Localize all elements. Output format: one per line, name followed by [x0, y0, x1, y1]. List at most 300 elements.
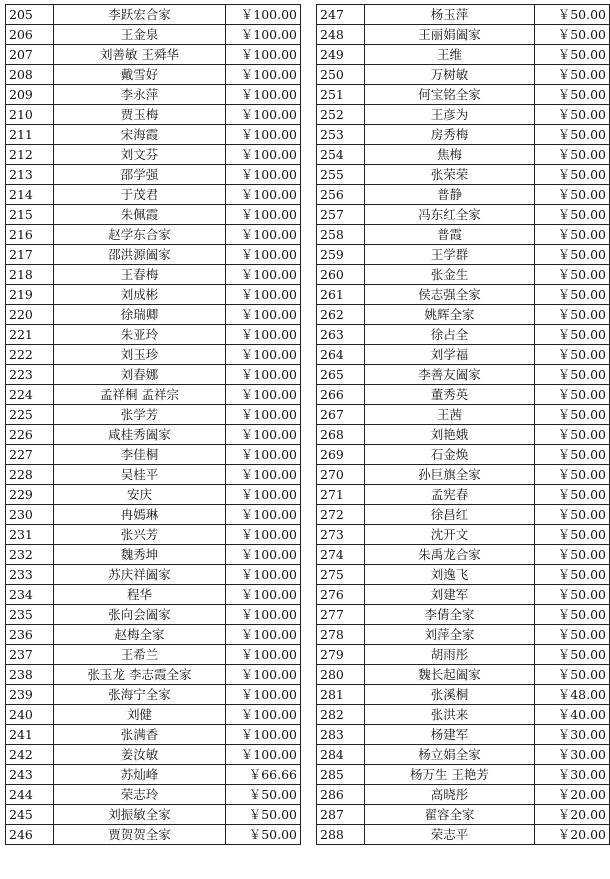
- table-row: [317, 305, 610, 325]
- row-number: 224: [6, 385, 54, 405]
- row-number: 221: [6, 325, 54, 345]
- table-row: [6, 485, 301, 505]
- donation-amount: ￥100.00: [226, 745, 301, 765]
- row-number: 285: [317, 765, 365, 785]
- table-row: [6, 585, 301, 605]
- donor-name: 贾玉梅: [54, 105, 226, 125]
- table-row: [6, 665, 301, 685]
- donor-name: 刘学福: [364, 345, 535, 365]
- row-number: 273: [317, 525, 365, 545]
- row-number: 278: [317, 625, 365, 645]
- donation-amount: ￥100.00: [226, 545, 301, 565]
- donor-name: 程华: [54, 585, 226, 605]
- donor-name: 朱佩霞: [54, 205, 226, 225]
- row-number: 238: [6, 665, 54, 685]
- donation-amount: ￥100.00: [226, 145, 301, 165]
- donor-name: 于茂君: [54, 185, 226, 205]
- table-row: [6, 125, 301, 145]
- table-row: [6, 165, 301, 185]
- donation-amount: ￥50.00: [535, 385, 610, 405]
- table-row: [317, 705, 610, 725]
- row-number: 243: [6, 765, 54, 785]
- donor-name: 杨立娟全家: [364, 745, 535, 765]
- donation-amount: ￥50.00: [535, 365, 610, 385]
- donation-amount: ￥100.00: [226, 25, 301, 45]
- donation-amount: ￥100.00: [226, 125, 301, 145]
- donation-amount: ￥50.00: [535, 425, 610, 445]
- row-number: 242: [6, 745, 54, 765]
- donor-name: 刘逸飞: [364, 565, 535, 585]
- donation-amount: ￥50.00: [535, 45, 610, 65]
- donation-amount: ￥66.66: [226, 765, 301, 785]
- row-number: 251: [317, 85, 365, 105]
- donor-name: 石金焕: [364, 445, 535, 465]
- donor-name: 王学群: [364, 245, 535, 265]
- donation-amount: ￥30.00: [535, 765, 610, 785]
- donation-amount: ￥100.00: [226, 45, 301, 65]
- row-number: 247: [317, 5, 365, 25]
- row-number: 255: [317, 165, 365, 185]
- row-number: 217: [6, 245, 54, 265]
- donor-name: 姜汝敏: [54, 745, 226, 765]
- row-number: 227: [6, 445, 54, 465]
- donor-name: 董秀英: [364, 385, 535, 405]
- table-row: [6, 745, 301, 765]
- donation-amount: ￥100.00: [226, 425, 301, 445]
- donor-name: 杨万生 王艳芳: [364, 765, 535, 785]
- table-row: [317, 425, 610, 445]
- table-row: [6, 325, 301, 345]
- row-number: 211: [6, 125, 54, 145]
- donor-name: 张学芳: [54, 405, 226, 425]
- table-row: [317, 645, 610, 665]
- table-row: [317, 285, 610, 305]
- table-row: [6, 105, 301, 125]
- donation-amount: ￥50.00: [535, 445, 610, 465]
- row-number: 265: [317, 365, 365, 385]
- donor-name: 王茜: [364, 405, 535, 425]
- donor-name: 吴桂平: [54, 465, 226, 485]
- donation-amount: ￥30.00: [535, 745, 610, 765]
- donation-amount: ￥100.00: [226, 505, 301, 525]
- table-row: [317, 225, 610, 245]
- table-row: [317, 725, 610, 745]
- donor-name: 刘艳娥: [364, 425, 535, 445]
- donor-name: 张海宁全家: [54, 685, 226, 705]
- table-row: [317, 605, 610, 625]
- row-number: 222: [6, 345, 54, 365]
- row-number: 259: [317, 245, 365, 265]
- donation-amount: ￥100.00: [226, 165, 301, 185]
- row-number: 219: [6, 285, 54, 305]
- row-number: 220: [6, 305, 54, 325]
- table-row: [317, 805, 610, 825]
- donor-name: 赵学东合家: [54, 225, 226, 245]
- table-row: [317, 25, 610, 45]
- row-number: 268: [317, 425, 365, 445]
- donation-amount: ￥50.00: [535, 605, 610, 625]
- row-number: 275: [317, 565, 365, 585]
- row-number: 272: [317, 505, 365, 525]
- table-row: [317, 185, 610, 205]
- row-number: 282: [317, 705, 365, 725]
- table-row: [6, 725, 301, 745]
- donation-table-left: [5, 4, 301, 845]
- row-number: 270: [317, 465, 365, 485]
- donor-name: 王金泉: [54, 25, 226, 45]
- donation-amount: ￥50.00: [535, 465, 610, 485]
- row-number: 237: [6, 645, 54, 665]
- donation-amount: ￥50.00: [535, 65, 610, 85]
- row-number: 271: [317, 485, 365, 505]
- donation-amount: ￥50.00: [535, 645, 610, 665]
- table-row: [6, 765, 301, 785]
- row-number: 229: [6, 485, 54, 505]
- donation-amount: ￥100.00: [226, 405, 301, 425]
- table-row: [6, 405, 301, 425]
- donation-amount: ￥100.00: [226, 105, 301, 125]
- table-row: [6, 525, 301, 545]
- row-number: 276: [317, 585, 365, 605]
- table-row: [317, 385, 610, 405]
- row-number: 264: [317, 345, 365, 365]
- row-number: 250: [317, 65, 365, 85]
- table-row: [317, 5, 610, 25]
- donation-amount: ￥50.00: [535, 5, 610, 25]
- donation-amount: ￥20.00: [535, 825, 610, 845]
- donor-name: 刘萍全家: [364, 625, 535, 645]
- row-number: 288: [317, 825, 365, 845]
- row-number: 228: [6, 465, 54, 485]
- table-row: [317, 445, 610, 465]
- row-number: 249: [317, 45, 365, 65]
- donor-name: 刘善敏 王舜华: [54, 45, 226, 65]
- donor-name: 刘健: [54, 705, 226, 725]
- donor-name: 普静: [364, 185, 535, 205]
- donation-amount: ￥100.00: [226, 665, 301, 685]
- donor-name: 戴雪好: [54, 65, 226, 85]
- donor-name: 张洪来: [364, 705, 535, 725]
- donation-amount: ￥100.00: [226, 605, 301, 625]
- donor-name: 孙巨旗全家: [364, 465, 535, 485]
- donor-name: 普霞: [364, 225, 535, 245]
- donor-name: 房秀梅: [364, 125, 535, 145]
- donation-amount: ￥100.00: [226, 345, 301, 365]
- donor-name: 高晓彤: [364, 785, 535, 805]
- donation-amount: ￥50.00: [535, 585, 610, 605]
- donation-amount: ￥50.00: [535, 85, 610, 105]
- donation-table-right: [316, 4, 610, 845]
- donor-name: 刘成彬: [54, 285, 226, 305]
- donation-amount: ￥100.00: [226, 265, 301, 285]
- donation-amount: ￥50.00: [535, 545, 610, 565]
- row-number: 260: [317, 265, 365, 285]
- row-number: 267: [317, 405, 365, 425]
- donor-name: 苏灿峰: [54, 765, 226, 785]
- donation-amount: ￥50.00: [535, 405, 610, 425]
- donor-name: 王希兰: [54, 645, 226, 665]
- donor-name: 张兴芳: [54, 525, 226, 545]
- table-row: [6, 305, 301, 325]
- table-row: [317, 545, 610, 565]
- table-row: [6, 425, 301, 445]
- donation-amount: ￥50.00: [535, 145, 610, 165]
- donation-amount: ￥100.00: [226, 685, 301, 705]
- donation-amount: ￥20.00: [535, 785, 610, 805]
- donation-amount: ￥100.00: [226, 65, 301, 85]
- row-number: 232: [6, 545, 54, 565]
- donation-amount: ￥100.00: [226, 725, 301, 745]
- table-row: [317, 265, 610, 285]
- table-row: [317, 505, 610, 525]
- donation-amount: ￥20.00: [535, 805, 610, 825]
- row-number: 235: [6, 605, 54, 625]
- table-row: [6, 605, 301, 625]
- table-row: [6, 645, 301, 665]
- row-number: 256: [317, 185, 365, 205]
- donor-name: 张向会阖家: [54, 605, 226, 625]
- table-row: [317, 125, 610, 145]
- donation-amount: ￥50.00: [226, 785, 301, 805]
- table-row: [6, 45, 301, 65]
- table-row: [317, 85, 610, 105]
- donor-name: 杨玉萍: [364, 5, 535, 25]
- row-number: 214: [6, 185, 54, 205]
- donation-amount: ￥100.00: [226, 245, 301, 265]
- donor-name: 杨建军: [364, 725, 535, 745]
- table-row: [317, 65, 610, 85]
- row-number: 240: [6, 705, 54, 725]
- row-number: 261: [317, 285, 365, 305]
- donor-name: 张金生: [364, 265, 535, 285]
- donor-name: 徐昌红: [364, 505, 535, 525]
- donation-amount: ￥50.00: [535, 165, 610, 185]
- donor-name: 朱禹龙合家: [364, 545, 535, 565]
- donation-amount: ￥100.00: [226, 625, 301, 645]
- table-row: [6, 445, 301, 465]
- row-number: 254: [317, 145, 365, 165]
- table-row: [6, 785, 301, 805]
- donor-name: 李永萍: [54, 85, 226, 105]
- donation-amount: ￥50.00: [535, 665, 610, 685]
- row-number: 262: [317, 305, 365, 325]
- donation-amount: ￥50.00: [535, 305, 610, 325]
- row-number: 284: [317, 745, 365, 765]
- table-row: [317, 145, 610, 165]
- row-number: 239: [6, 685, 54, 705]
- donation-amount: ￥50.00: [535, 505, 610, 525]
- donor-name: 苏庆祥阖家: [54, 565, 226, 585]
- donor-name: 沈开文: [364, 525, 535, 545]
- row-number: 258: [317, 225, 365, 245]
- donor-name: 荣志玲: [54, 785, 226, 805]
- donation-amount: ￥100.00: [226, 705, 301, 725]
- donor-name: 刘振敏全家: [54, 805, 226, 825]
- donation-amount: ￥50.00: [535, 25, 610, 45]
- donor-name: 贾贺贺全家: [54, 825, 226, 845]
- table-row: [6, 705, 301, 725]
- donation-amount: ￥50.00: [226, 825, 301, 845]
- donor-name: 李佳桐: [54, 445, 226, 465]
- donor-name: 刘文芬: [54, 145, 226, 165]
- table-row: [6, 625, 301, 645]
- row-number: 231: [6, 525, 54, 545]
- donor-name: 侯志强全家: [364, 285, 535, 305]
- donation-amount: ￥50.00: [535, 325, 610, 345]
- row-number: 226: [6, 425, 54, 445]
- donor-name: 王维: [364, 45, 535, 65]
- row-number: 263: [317, 325, 365, 345]
- table-row: [6, 285, 301, 305]
- row-number: 266: [317, 385, 365, 405]
- table-row: [6, 65, 301, 85]
- donation-amount: ￥100.00: [226, 485, 301, 505]
- donation-amount: ￥50.00: [535, 185, 610, 205]
- donation-amount: ￥50.00: [535, 285, 610, 305]
- donation-amount: ￥100.00: [226, 365, 301, 385]
- row-number: 215: [6, 205, 54, 225]
- table-row: [317, 45, 610, 65]
- donor-name: 刘玉珍: [54, 345, 226, 365]
- row-number: 245: [6, 805, 54, 825]
- donation-amount: ￥100.00: [226, 445, 301, 465]
- row-number: 286: [317, 785, 365, 805]
- donation-amount: ￥100.00: [226, 225, 301, 245]
- donor-name: 赵梅全家: [54, 625, 226, 645]
- donation-amount: ￥50.00: [535, 245, 610, 265]
- row-number: 283: [317, 725, 365, 745]
- donation-amount: ￥100.00: [226, 325, 301, 345]
- donation-amount: ￥48.00: [535, 685, 610, 705]
- table-row: [317, 685, 610, 705]
- row-number: 225: [6, 405, 54, 425]
- row-number: 274: [317, 545, 365, 565]
- table-row: [317, 205, 610, 225]
- donor-name: 王彦为: [364, 105, 535, 125]
- table-row: [6, 245, 301, 265]
- table-row: [6, 565, 301, 585]
- donor-name: 刘春娜: [54, 365, 226, 385]
- donation-amount: ￥100.00: [226, 205, 301, 225]
- donation-amount: ￥50.00: [535, 565, 610, 585]
- row-number: 281: [317, 685, 365, 705]
- row-number: 269: [317, 445, 365, 465]
- table-row: [317, 565, 610, 585]
- row-number: 236: [6, 625, 54, 645]
- row-number: 280: [317, 665, 365, 685]
- row-number: 253: [317, 125, 365, 145]
- donor-name: 荣志平: [364, 825, 535, 845]
- donor-name: 安庆: [54, 485, 226, 505]
- donor-name: 魏秀坤: [54, 545, 226, 565]
- donor-name: 李倩全家: [364, 605, 535, 625]
- row-number: 287: [317, 805, 365, 825]
- donor-name: 咸桂秀阖家: [54, 425, 226, 445]
- donor-name: 徐占全: [364, 325, 535, 345]
- table-row: [6, 505, 301, 525]
- donor-name: 孟祥桐 孟祥宗: [54, 385, 226, 405]
- row-number: 230: [6, 505, 54, 525]
- table-row: [317, 825, 610, 845]
- donation-amount: ￥30.00: [535, 725, 610, 745]
- donation-amount: ￥50.00: [535, 625, 610, 645]
- donation-amount: ￥100.00: [226, 565, 301, 585]
- table-row: [317, 245, 610, 265]
- donation-amount: ￥100.00: [226, 85, 301, 105]
- donation-amount: ￥100.00: [226, 185, 301, 205]
- donation-amount: ￥100.00: [226, 5, 301, 25]
- donation-amount: ￥100.00: [226, 285, 301, 305]
- row-number: 216: [6, 225, 54, 245]
- donor-name: 李跃宏合家: [54, 5, 226, 25]
- table-row: [6, 145, 301, 165]
- row-number: 279: [317, 645, 365, 665]
- row-number: 234: [6, 585, 54, 605]
- donor-name: 魏长起阖家: [364, 665, 535, 685]
- row-number: 213: [6, 165, 54, 185]
- donation-amount: ￥50.00: [226, 805, 301, 825]
- row-number: 252: [317, 105, 365, 125]
- donation-amount: ￥100.00: [226, 385, 301, 405]
- donation-amount: ￥40.00: [535, 705, 610, 725]
- row-number: 248: [317, 25, 365, 45]
- row-number: 206: [6, 25, 54, 45]
- row-number: 246: [6, 825, 54, 845]
- donor-name: 冉嫣琳: [54, 505, 226, 525]
- table-row: [317, 745, 610, 765]
- row-number: 210: [6, 105, 54, 125]
- donor-name: 徐瑞卿: [54, 305, 226, 325]
- donation-amount: ￥100.00: [226, 465, 301, 485]
- donation-amount: ￥50.00: [535, 525, 610, 545]
- table-row: [317, 405, 610, 425]
- donation-amount: ￥100.00: [226, 645, 301, 665]
- row-number: 218: [6, 265, 54, 285]
- table-row: [6, 365, 301, 385]
- table-row: [6, 805, 301, 825]
- table-row: [317, 465, 610, 485]
- table-row: [317, 585, 610, 605]
- table-row: [6, 265, 301, 285]
- donor-name: 邵学强: [54, 165, 226, 185]
- donation-amount: ￥50.00: [535, 125, 610, 145]
- donation-amount: ￥50.00: [535, 485, 610, 505]
- donor-name: 万树敏: [364, 65, 535, 85]
- donor-name: 胡雨彤: [364, 645, 535, 665]
- donor-name: 孟宪春: [364, 485, 535, 505]
- donation-amount: ￥50.00: [535, 225, 610, 245]
- table-row: [317, 665, 610, 685]
- donation-amount: ￥50.00: [535, 105, 610, 125]
- donation-amount: ￥50.00: [535, 205, 610, 225]
- row-number: 244: [6, 785, 54, 805]
- row-number: 209: [6, 85, 54, 105]
- donor-name: 张玉龙 李志霞全家: [54, 665, 226, 685]
- table-row: [6, 225, 301, 245]
- table-row: [6, 185, 301, 205]
- donation-amount: ￥100.00: [226, 305, 301, 325]
- table-row: [317, 525, 610, 545]
- donor-name: 宋海霞: [54, 125, 226, 145]
- row-number: 212: [6, 145, 54, 165]
- donor-name: 张溪桐: [364, 685, 535, 705]
- donation-amount: ￥50.00: [535, 345, 610, 365]
- row-number: 277: [317, 605, 365, 625]
- donor-name: 何宝铭全家: [364, 85, 535, 105]
- donor-name: 焦梅: [364, 145, 535, 165]
- row-number: 207: [6, 45, 54, 65]
- table-row: [6, 205, 301, 225]
